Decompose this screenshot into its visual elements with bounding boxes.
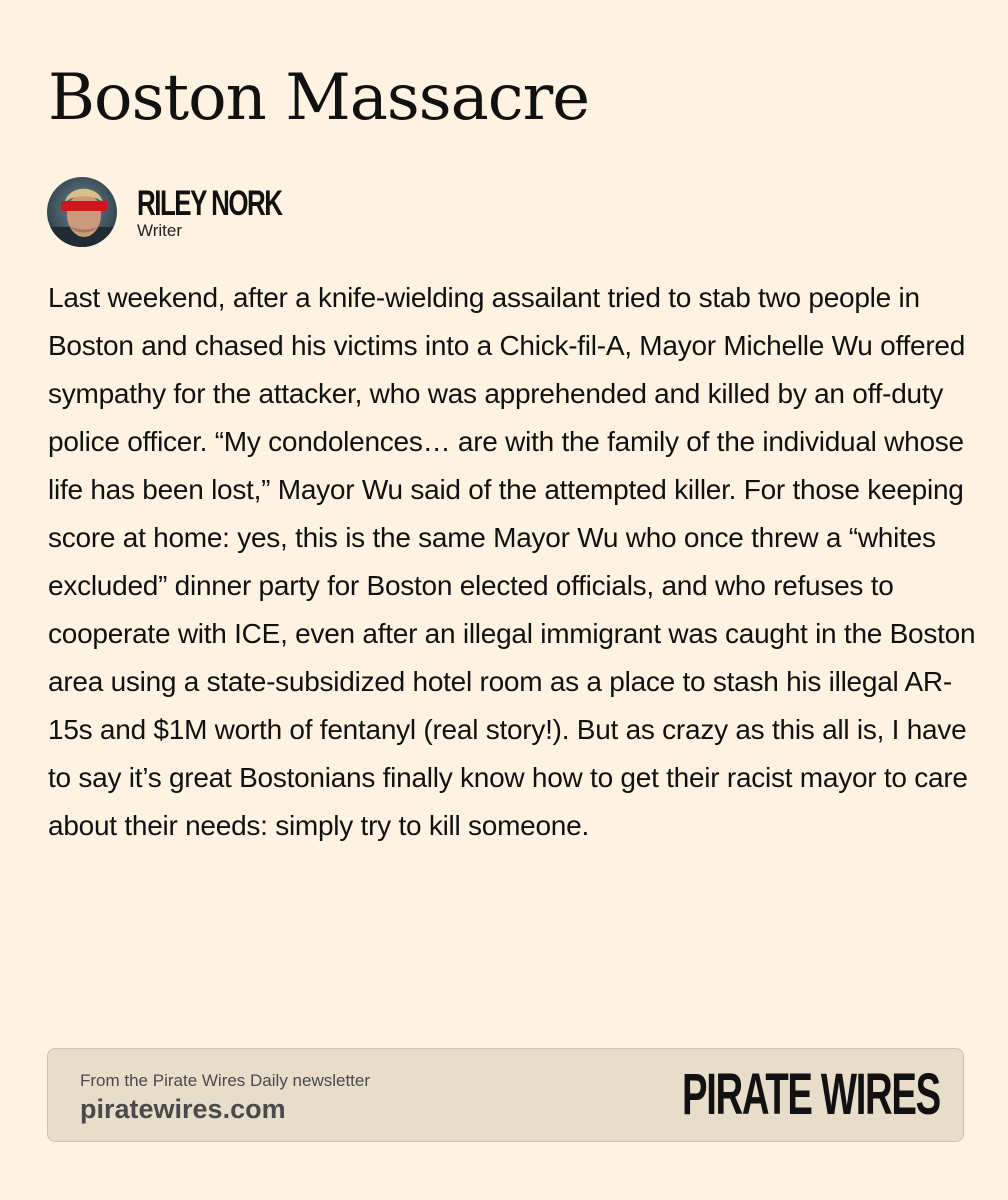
author-avatar <box>47 177 117 247</box>
author-byline <box>47 177 332 247</box>
footer-url[interactable]: piratewires.com <box>80 1094 286 1124</box>
pirate-wires-logo: PIRATE WIRES <box>682 1062 940 1127</box>
article-title: Boston Massacre <box>48 61 590 135</box>
author-name: RILEY NORK <box>137 183 282 223</box>
newsletter-footer <box>47 1048 964 1142</box>
article-body: Last weekend, after a knife-wielding assailant tried to stab two people in Boston and chased his victims into a Chick-fil-A, Mayor Michelle Wu offered sympathy for the attacker, who was apprehended and killed by an off-duty police officer. “My condolences… are with the family of the individual whose life has been lost,” Mayor Wu said of the attempted killer. For those keeping score at home: yes, this is the same Mayor Wu who once threw a “whites excluded” dinner party for Boston elected officials, and who refuses to cooperate with ICE, even after an illegal immigrant was caught in the Boston area using a state-subsidized hotel room as a place to stash his illegal AR-15s and $1M worth of fentanyl (real story!). But as crazy as this all is, I have to say it’s great Bostonians finally know how to get their racist mayor to care about their needs: simply try to kill someone. <box>48 282 976 841</box>
author-avatar-photo <box>47 177 117 247</box>
author-role: Writer <box>137 220 183 240</box>
footer-caption: From the Pirate Wires Daily newsletter <box>80 1071 371 1090</box>
